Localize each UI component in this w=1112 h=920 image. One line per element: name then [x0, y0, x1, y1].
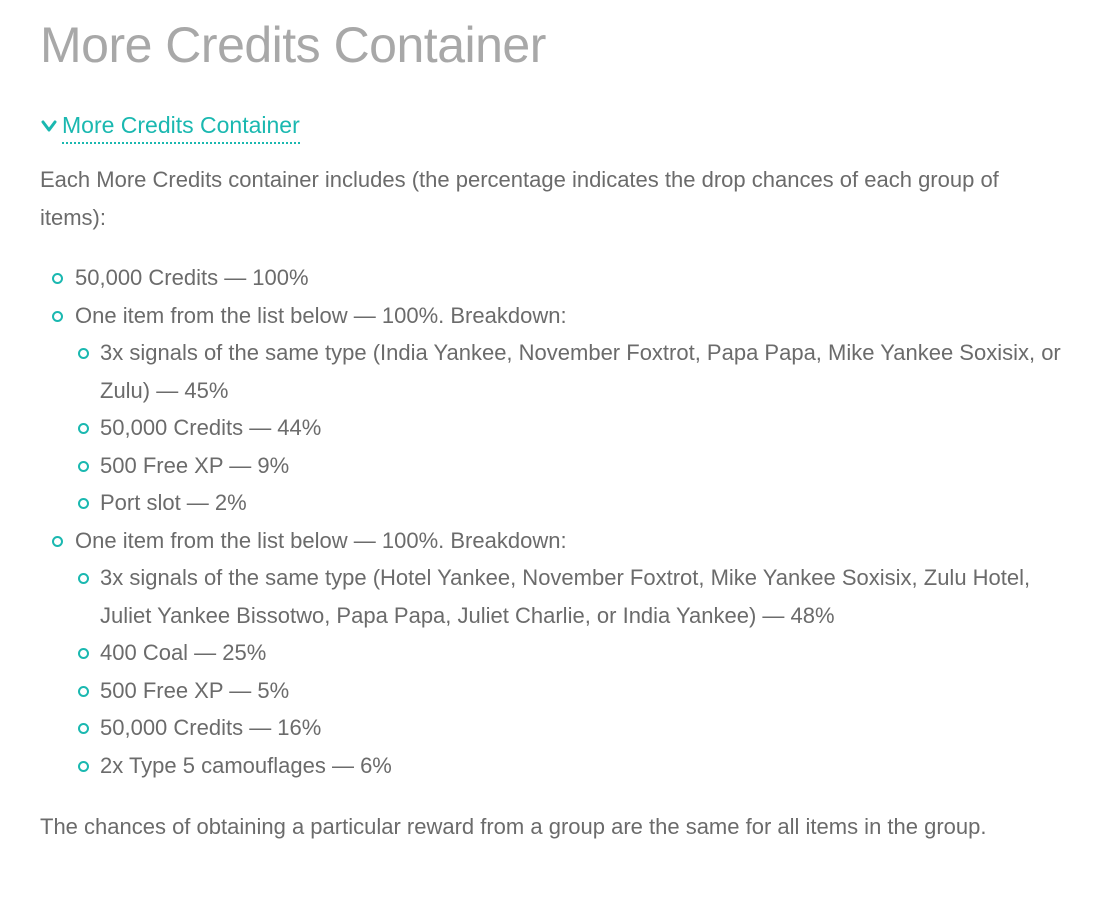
bullet-icon: [78, 648, 89, 659]
list-item: [75, 484, 1080, 522]
bullet-icon: [52, 273, 63, 284]
bullet-icon: [78, 423, 89, 434]
list-item: [40, 297, 1080, 522]
bullet-icon: [52, 311, 63, 322]
list-item-label: 50,000 Credits — 16%: [100, 715, 322, 740]
bullet-icon: [78, 461, 89, 472]
list-item-label: Port slot — 2%: [100, 490, 247, 515]
spoiler-link[interactable]: More Credits Container: [62, 108, 300, 144]
list-item-label: 2x Type 5 camouflages — 6%: [100, 752, 392, 778]
list-item-label: 50,000 Credits — 44%: [100, 415, 322, 440]
bullet-icon: [52, 536, 63, 547]
list-item-label: One item from the list below — 100%. Breakdown:: [75, 527, 567, 553]
bullet-icon: [78, 498, 89, 509]
list-item: [75, 634, 1080, 672]
breakdown-list: [75, 559, 1080, 784]
list-item: [75, 559, 1080, 634]
intro-text: Each More Credits container includes (the percentage indicates the drop chances of each group of items):: [40, 167, 999, 230]
list-item: [75, 709, 1080, 747]
bullet-icon: [78, 723, 89, 734]
bullet-icon: [78, 573, 89, 584]
bullet-icon: [78, 761, 89, 772]
outro-text: The chances of obtaining a particular reward from a group are the same for all items in the group.: [40, 814, 987, 839]
list-item: [75, 409, 1080, 447]
list-item-label: 3x signals of the same type (Hotel Yankee, November Foxtrot, Mike Yankee Soxisix, Zulu Hotel, Juliet Yankee Bissotwo, Papa Papa, Juliet Charlie, or India Yankee) — 48%: [100, 565, 1031, 628]
chevron-down-icon: [40, 119, 58, 133]
reward-groups-list: [40, 259, 1080, 784]
bullet-icon: [78, 686, 89, 697]
list-item-label: 500 Free XP — 9%: [100, 452, 290, 478]
breakdown-list: [75, 334, 1080, 522]
list-item-label: 3x signals of the same type (India Yankee, November Foxtrot, Papa Papa, Mike Yankee Soxisix, or Zulu) — 45%: [100, 340, 1061, 403]
list-item: [75, 747, 1080, 785]
list-item: [40, 259, 1080, 297]
list-item-label: 500 Free XP — 5%: [100, 677, 290, 703]
list-item: [75, 334, 1080, 409]
bullet-icon: [78, 348, 89, 359]
page-title: More Credits Container: [40, 17, 546, 73]
spoiler-toggle[interactable]: [40, 108, 300, 144]
list-item-label: One item from the list below — 100%. Breakdown:: [75, 302, 567, 328]
list-item: [75, 672, 1080, 710]
list-item: [40, 522, 1080, 785]
list-item: [75, 447, 1080, 485]
list-item-label: 400 Coal — 25%: [100, 640, 267, 665]
list-item-label: 50,000 Credits — 100%: [75, 265, 309, 290]
